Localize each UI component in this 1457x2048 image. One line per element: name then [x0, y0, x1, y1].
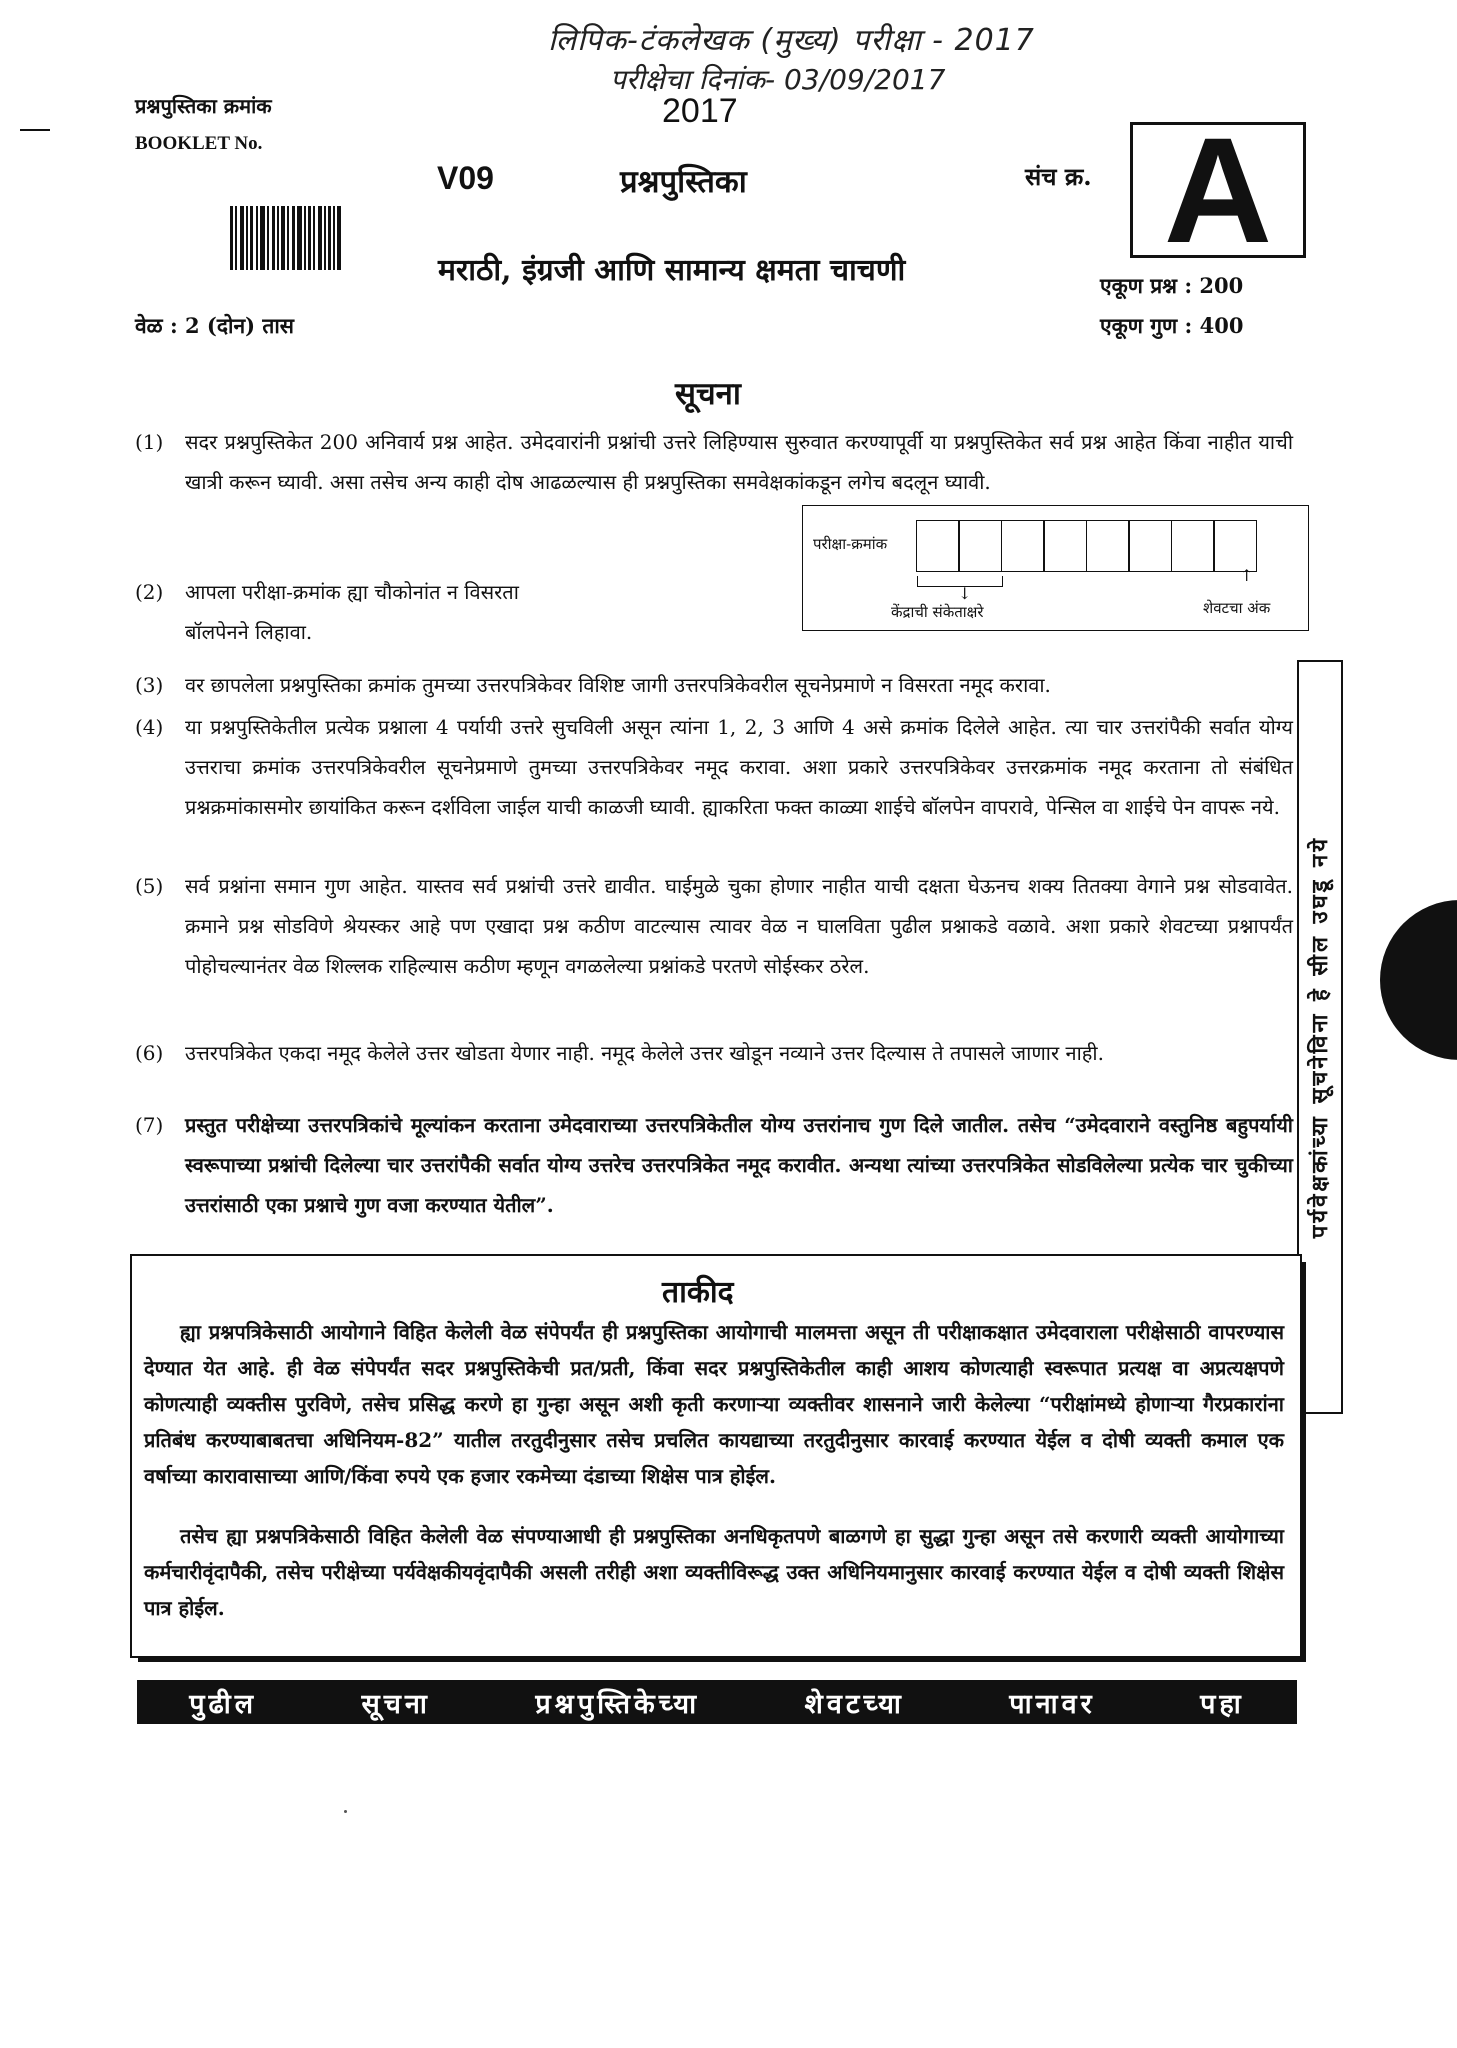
margin-dash: [20, 129, 50, 131]
instruction-3: [135, 665, 1295, 705]
instruction-text: प्रस्तुत परीक्षेच्या उत्तरपत्रिकांचे मूल्यांकन करताना उमेदवाराच्या उत्तरपत्रिकेतील योग्य उत्तरांनाच गुण दिले जातील. तसेच “उमेदवाराने वस्तुनिष्ठ बहुपर्यायी स्वरूपाच्या प्रश्नांची दिलेल्या चार उत्तरांपैकी सर्वात योग्य उत्तरेच उत्तरपत्रिकेत नमूद करावीत. अन्यथा त्यांच्या उत्तरपत्रिकेत सोडविलेल्या प्रत्येक चार चुकीच्या उत्तरांसाठी एका प्रश्नाचे गुण वजा करण्यात येतील”.: [185, 1113, 1293, 1217]
instruction-5: [135, 866, 1295, 1026]
set-label: संच क्र.: [1025, 162, 1092, 191]
warning-box: [130, 1254, 1302, 1658]
instructions-heading: सूचना: [675, 376, 741, 412]
booklet-label-marathi: प्रश्नपुस्तिका क्रमांक: [135, 94, 272, 118]
roll-digit-cell[interactable]: [1171, 520, 1215, 572]
year-label: 2017: [662, 92, 738, 130]
instruction-4: [135, 707, 1295, 867]
roll-number-label: परीक्षा-क्रमांक: [813, 535, 888, 553]
booklet-label-english: BOOKLET No.: [135, 133, 263, 154]
seal-warning-text: पर्यवेक्षकांच्या सूचनेविना हे सील उघडू नये: [1307, 835, 1333, 1239]
instruction-number: (2): [135, 580, 164, 604]
total-questions: एकूण प्रश्न : 200: [1100, 273, 1244, 298]
warning-heading: ताकीद: [662, 1275, 734, 1310]
roll-number-cells: [917, 520, 1257, 572]
handwritten-note-line1: लिपिक-टंकलेखक (मुख्य) परीक्षा - 2017: [548, 23, 1035, 58]
last-digit-arrow: ↑: [1240, 566, 1254, 585]
instruction-number: (1): [135, 430, 164, 454]
total-marks: एकूण गुण : 400: [1100, 313, 1244, 338]
roll-digit-cell[interactable]: [1213, 520, 1257, 572]
roll-number-box: [802, 505, 1309, 631]
paper-code: V09: [437, 160, 494, 196]
set-letter-box: [1130, 106, 1306, 274]
binding-mark: [1380, 900, 1457, 1060]
instruction-text: उत्तरपत्रिकेत एकदा नमूद केलेले उत्तर खोडता येणार नाही. नमूद केलेले उत्तर खोडून नव्याने उत्तर दिल्यास ते तपासले जाणार नाही.: [185, 1041, 1104, 1065]
instruction-2: [135, 572, 775, 652]
subject-title: मराठी, इंग्रजी आणि सामान्य क्षमता चाचणी: [438, 253, 906, 288]
instruction-6: [135, 1033, 1295, 1113]
instruction-text: सर्व प्रश्नांना समान गुण आहेत. यास्तव सर्व प्रश्नांची उत्तरे द्यावीत. घाईमुळे चुका होणार नाहीत याची दक्षता घेऊनच शक्य तितक्या वेगाने प्रश्न सोडवावेत. क्रमाने प्रश्न सोडविणे श्रेयस्कर आहे पण एखादा प्रश्न कठीण वाटल्यास त्यावर वेळ न घालविता पुढील प्रश्नाकडे वळावे. अशा प्रकारे शेवटच्या प्रश्नापर्यंत पोहोचल्यानंतर वेळ शिल्लक राहिल्यास कठीण म्हणून वगळलेल्या प्रश्नांकडे परतणे सोईस्कर ठरेल.: [185, 874, 1293, 978]
booklet-title: प्रश्नपुस्तिका: [620, 164, 747, 200]
roll-digit-cell[interactable]: [1086, 520, 1130, 572]
footer-word: सूचना: [361, 1688, 431, 1720]
instruction-text: सदर प्रश्नपुस्तिकेत 200 अनिवार्य प्रश्न आहेत. उमेदवारांनी प्रश्नांची उत्तरे लिहिण्यास सुरुवात करण्यापूर्वी या प्रश्नपुस्तिकेत सर्व प्रश्न आहेत किंवा नाहीत याची खात्री करून घ्यावी. असा तसेच अन्य काही दोष आढळल्यास ही प्रश्नपुस्तिका समवेक्षकांकडून लगेच बदलून घ्यावी.: [185, 430, 1293, 494]
footer-word: प्रश्नपुस्तिकेच्या: [535, 1688, 701, 1720]
center-code-label: केंद्राची संकेताक्षरे: [891, 603, 984, 621]
last-digit-label: शेवटचा अंक: [1203, 599, 1271, 617]
center-code-arrow: ↓: [958, 584, 972, 603]
instruction-text: या प्रश्नपुस्तिकेतील प्रत्येक प्रश्नाला 4 पर्यायी उत्तरे सुचविली असून त्यांना 1, 2, 3 आणि 4 असे क्रमांक दिलेले आहेत. त्या चार उत्तरांपैकी सर्वात योग्य उत्तराचा क्रमांक उत्तरपत्रिकेवरील सूचनेप्रमाणे तुमच्या उत्तरपत्रिकेवर नमूद करावा. अशा प्रकारे उत्तरपत्रिकेवर उत्तरक्रमांक नमूद करताना तो संबंधित प्रश्नक्रमांकासमोर छायांकित करून दर्शविला जाईल याची काळजी घ्यावी. ह्याकरिता फक्त काळ्या शाईचे बॉलपेन वापरावे, पेन्सिल वा शाईचे पेन वापरू नये.: [185, 715, 1293, 819]
warning-paragraph-1: ह्या प्रश्नपत्रिकेसाठी आयोगाने विहित केलेली वेळ संपेपर्यंत ही प्रश्नपुस्तिका आयोगाची मालमत्ता असून ती परीक्षाकक्षात उमेदवाराला परीक्षेसाठी वापरण्यास देण्यात येत आहे. ही वेळ संपेपर्यंत सदर प्रश्नपुस्तिकेची प्रत/प्रती, किंवा सदर प्रश्नपुस्तिकेतील काही आशय कोणत्याही स्वरूपात प्रत्यक्ष वा अप्रत्यक्षपणे कोणत्याही व्यक्तीस पुरविणे, तसेच प्रसिद्ध करणे हा गुन्हा असून अशी कृती करणाऱ्या व्यक्तीवर शासनाने जारी केलेल्या “परीक्षांमध्ये होणाऱ्या गैरप्रकारांना प्रतिबंध करण्याबाबतचा अधिनियम-82” यातील तरतुदीनुसार तसेच प्रचलित कायद्याच्या तरतुदीनुसार कारवाई करण्यात येईल व दोषी व्यक्ती कमाल एक वर्षाच्या कारावासाच्या आणि/किंवा रुपये एक हजार रकमेच्या दंडाच्या शिक्षेस पात्र होईल.: [144, 1320, 1284, 1488]
instruction-number: (4): [135, 715, 164, 739]
roll-digit-cell[interactable]: [1043, 520, 1087, 572]
roll-digit-cell[interactable]: [1001, 520, 1045, 572]
footer-word: पुढील: [189, 1688, 258, 1720]
instruction-number: (5): [135, 874, 164, 898]
set-letter: A: [1163, 106, 1273, 274]
footer-word: शेवटच्या: [804, 1688, 905, 1720]
stray-dot: [344, 1810, 347, 1813]
instruction-number: (3): [135, 673, 164, 697]
footer-banner: [137, 1680, 1297, 1724]
footer-word: पहा: [1200, 1688, 1245, 1720]
barcode: [230, 206, 341, 270]
instruction-number: (6): [135, 1041, 164, 1065]
footer-word: पानावर: [1009, 1688, 1096, 1720]
handwritten-note-line2: परीक्षेचा दिनांक- 03/09/2017: [610, 63, 946, 96]
instruction-7: [135, 1105, 1295, 1265]
warning-paragraph-2: तसेच ह्या प्रश्नपत्रिकेसाठी विहित केलेली वेळ संपण्याआधी ही प्रश्नपुस्तिका अनधिकृतपणे बाळगणे हा सुद्धा गुन्हा असून तसे करणारी व्यक्ती आयोगाच्या कर्मचारीवृंदापैकी, तसेच परीक्षेच्या पर्यवेक्षकीयवृंदापैकी असली तरीही अशा व्यक्तीविरूद्ध उक्त अधिनियमानुसार कारवाई करण्यात येईल व दोषी व्यक्ती शिक्षेस पात्र होईल.: [144, 1524, 1284, 1620]
instruction-text: आपला परीक्षा-क्रमांक ह्या चौकोनांत न विसरता बॉलपेनने लिहावा.: [185, 580, 519, 644]
instruction-text: वर छापलेला प्रश्नपुस्तिका क्रमांक तुमच्या उत्तरपत्रिकेवर विशिष्ट जागी उत्तरपत्रिकेवरील सूचनेप्रमाणे न विसरता नमूद करावा.: [185, 673, 1051, 697]
exam-duration: वेळ : 2 (दोन) तास: [135, 313, 294, 338]
roll-digit-cell[interactable]: [916, 520, 960, 572]
instruction-number: (7): [135, 1113, 164, 1137]
roll-digit-cell[interactable]: [1128, 520, 1172, 572]
roll-digit-cell[interactable]: [958, 520, 1002, 572]
